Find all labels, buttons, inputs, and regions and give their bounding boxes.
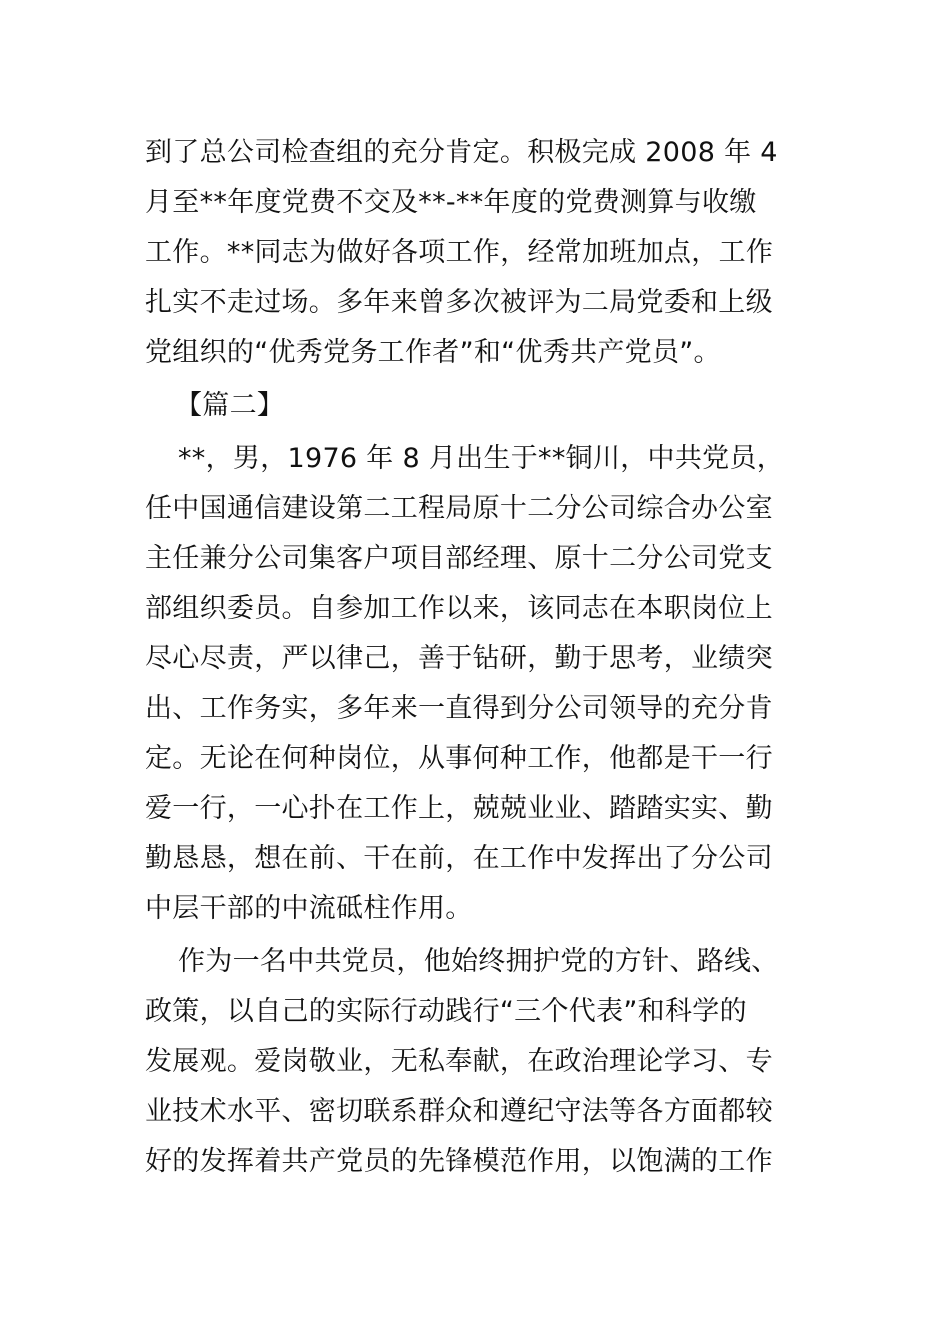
document-page [145, 128, 810, 1187]
paragraph-3-line-1: 作为一名中共党员，他始终拥护党的方针、路线、 [178, 946, 779, 977]
paragraph-1-line-2: 月至**年度党费不交及**-**年度的党费测算与收缴 [145, 187, 757, 218]
paragraph-2-line-10: 中层干部的中流砥柱作用。 [145, 893, 473, 924]
paragraph-2-line-5: 尽心尽责，严以律己，善于钻研，勤于思考，业绩突 [145, 643, 773, 674]
paragraph-2 [145, 434, 810, 934]
section-heading-block [145, 381, 810, 431]
paragraph-3-line-5: 好的发挥着共产党员的先锋模范作用，以饱满的工作 [145, 1146, 773, 1177]
paragraph-1-line-1: 到了总公司检查组的充分肯定。积极完成 2008 年 4 [145, 137, 778, 168]
paragraph-2-line-3: 主任兼分公司集客户项目部经理、原十二分公司党支 [145, 543, 773, 574]
paragraph-2-line-1: **，男，1976 年 8 月出生于**铜川，中共党员， [178, 443, 785, 474]
paragraph-2-line-4: 部组织委员。自参加工作以来，该同志在本职岗位上 [145, 593, 773, 624]
paragraph-3-line-4: 业技术水平、密切联系群众和遵纪守法等各方面都较 [145, 1096, 773, 1127]
paragraph-1-line-5: 党组织的“优秀党务工作者”和“优秀共产党员”。 [145, 337, 721, 368]
section-heading: 【篇二】 [175, 390, 285, 421]
paragraph-2-line-8: 爱一行，一心扑在工作上，兢兢业业、踏踏实实、勤 [145, 793, 773, 824]
paragraph-2-line-9: 勤恳恳，想在前、干在前，在工作中发挥出了分公司 [145, 843, 773, 874]
paragraph-3-line-3: 发展观。爱岗敬业，无私奉献，在政治理论学习、专 [145, 1046, 773, 1077]
paragraph-1 [145, 128, 810, 378]
paragraph-1-line-3: 工作。**同志为做好各项工作，经常加班加点，工作 [145, 237, 774, 268]
paragraph-3-line-2: 政策，以自己的实际行动践行“三个代表”和科学的 [145, 996, 747, 1027]
paragraph-3 [145, 937, 810, 1187]
paragraph-1-line-4: 扎实不走过场。多年来曾多次被评为二局党委和上级 [145, 287, 773, 318]
paragraph-2-line-6: 出、工作务实，多年来一直得到分公司领导的充分肯 [145, 693, 773, 724]
paragraph-2-line-2: 任中国通信建设第二工程局原十二分公司综合办公室 [145, 493, 773, 524]
paragraph-2-line-7: 定。无论在何种岗位，从事何种工作，他都是干一行 [145, 743, 773, 774]
